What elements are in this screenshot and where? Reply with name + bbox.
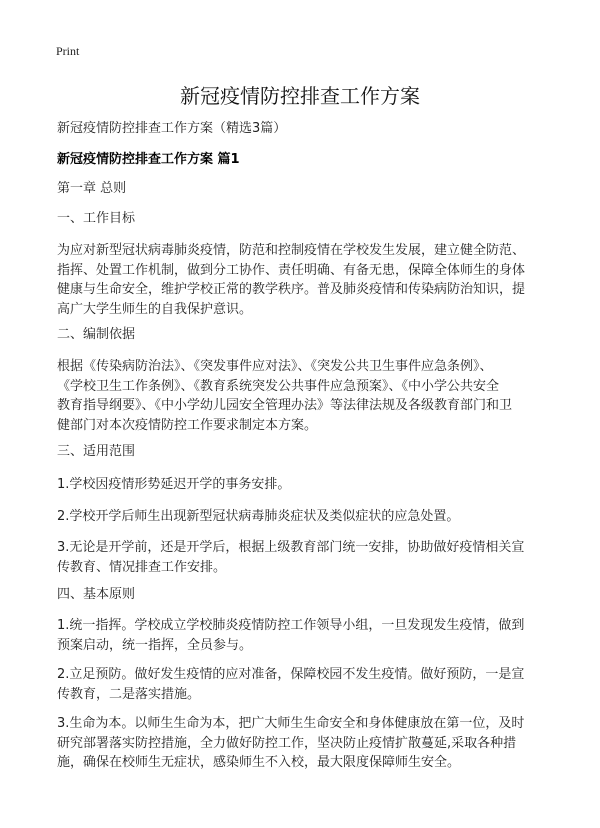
heading-scope: 三、适用范围 (57, 444, 136, 459)
paragraph-line: 传教育，二是落实措施。 (57, 686, 201, 702)
paragraph-line: 预案启动，统一指挥，全员参与。 (57, 637, 253, 653)
paragraph-line: 为应对新型冠状病毒肺炎疫情，防范和控制疫情在学校发生发展，建立健全防范、 (57, 243, 526, 258)
paragraph-line: 3.生命为本。以师生生命为本，把广大师生生命安全和身体健康放在第一位，及时 (57, 716, 525, 731)
paragraph-line: 1.统一指挥。学校成立学校肺炎疫情防控工作领导小组，一旦发现发生疫情，做到 (57, 618, 525, 633)
paragraph-line: 教育指导纲要》、《中小学幼儿园安全管理办法》等法律法规及各级教育部门和卫 (57, 398, 513, 413)
scope-item-2: 2.学校开学后师生出现新型冠状病毒肺炎症状及类似症状的应急处置。 (57, 509, 460, 524)
heading-basis: 二、编制依据 (57, 327, 136, 342)
print-label: Print (56, 44, 80, 58)
section-heading: 新冠疫情防控排查工作方案 篇1 (57, 152, 240, 167)
paragraph-line: 《学校卫生工作条例》、《教育系统突发公共事件应急预案》、《中小学公共安全 (57, 378, 500, 394)
paragraph-work-goal (57, 241, 553, 319)
paragraph-line: 高广大学生师生的自我保护意识。 (57, 301, 253, 317)
heading-work-goal: 一、工作目标 (57, 211, 136, 226)
page-title: 新冠疫情防控排查工作方案 (180, 84, 420, 108)
paragraph-line: 传教育、情况排查工作安排。 (57, 559, 227, 575)
chapter-heading: 第一章 总则 (57, 181, 127, 196)
paragraph-line: 2.立足预防。做好发生疫情的应对准备，保障校园不发生疫情。做好预防，一是宣 (57, 667, 525, 682)
subtitle: 新冠疫情防控排查工作方案（精选3篇） (57, 121, 287, 136)
paragraph-basis (57, 357, 553, 435)
heading-principles: 四、基本原则 (57, 587, 136, 602)
paragraph-line: 健康与生命安全，维护学校正常的教学秩序。普及肺炎疫情和传染病防治知识，提 (57, 282, 526, 297)
paragraph-line: 施，确保在校师生无症状，感染师生不入校，最大限度保障师生安全。 (57, 755, 461, 770)
paragraph-line: 根据《传染病防治法》、《突发事件应对法》、《突发公共卫生事件应急条例》、 (57, 359, 493, 374)
principle-3 (57, 714, 553, 773)
paragraph-line: 3.无论是开学前，还是开学后，根据上级教育部门统一安排，协助做好疫情相关宣 (57, 540, 525, 555)
paragraph-line: 健部门对本次疫情防控工作要求制定本方案。 (57, 417, 318, 433)
principle-2 (57, 665, 553, 704)
principle-1 (57, 616, 553, 655)
paragraph-line: 研究部署落实防控措施，全力做好防控工作，坚决防止疫情扩散蔓延,采取各种措 (57, 735, 517, 751)
scope-item-3 (57, 538, 553, 577)
paragraph-line: 指挥、处置工作机制，做到分工协作、责任明确、有备无患，保障全体师生的身体 (57, 262, 526, 278)
scope-item-1: 1.学校因疫情形势延迟开学的事务安排。 (57, 477, 291, 492)
